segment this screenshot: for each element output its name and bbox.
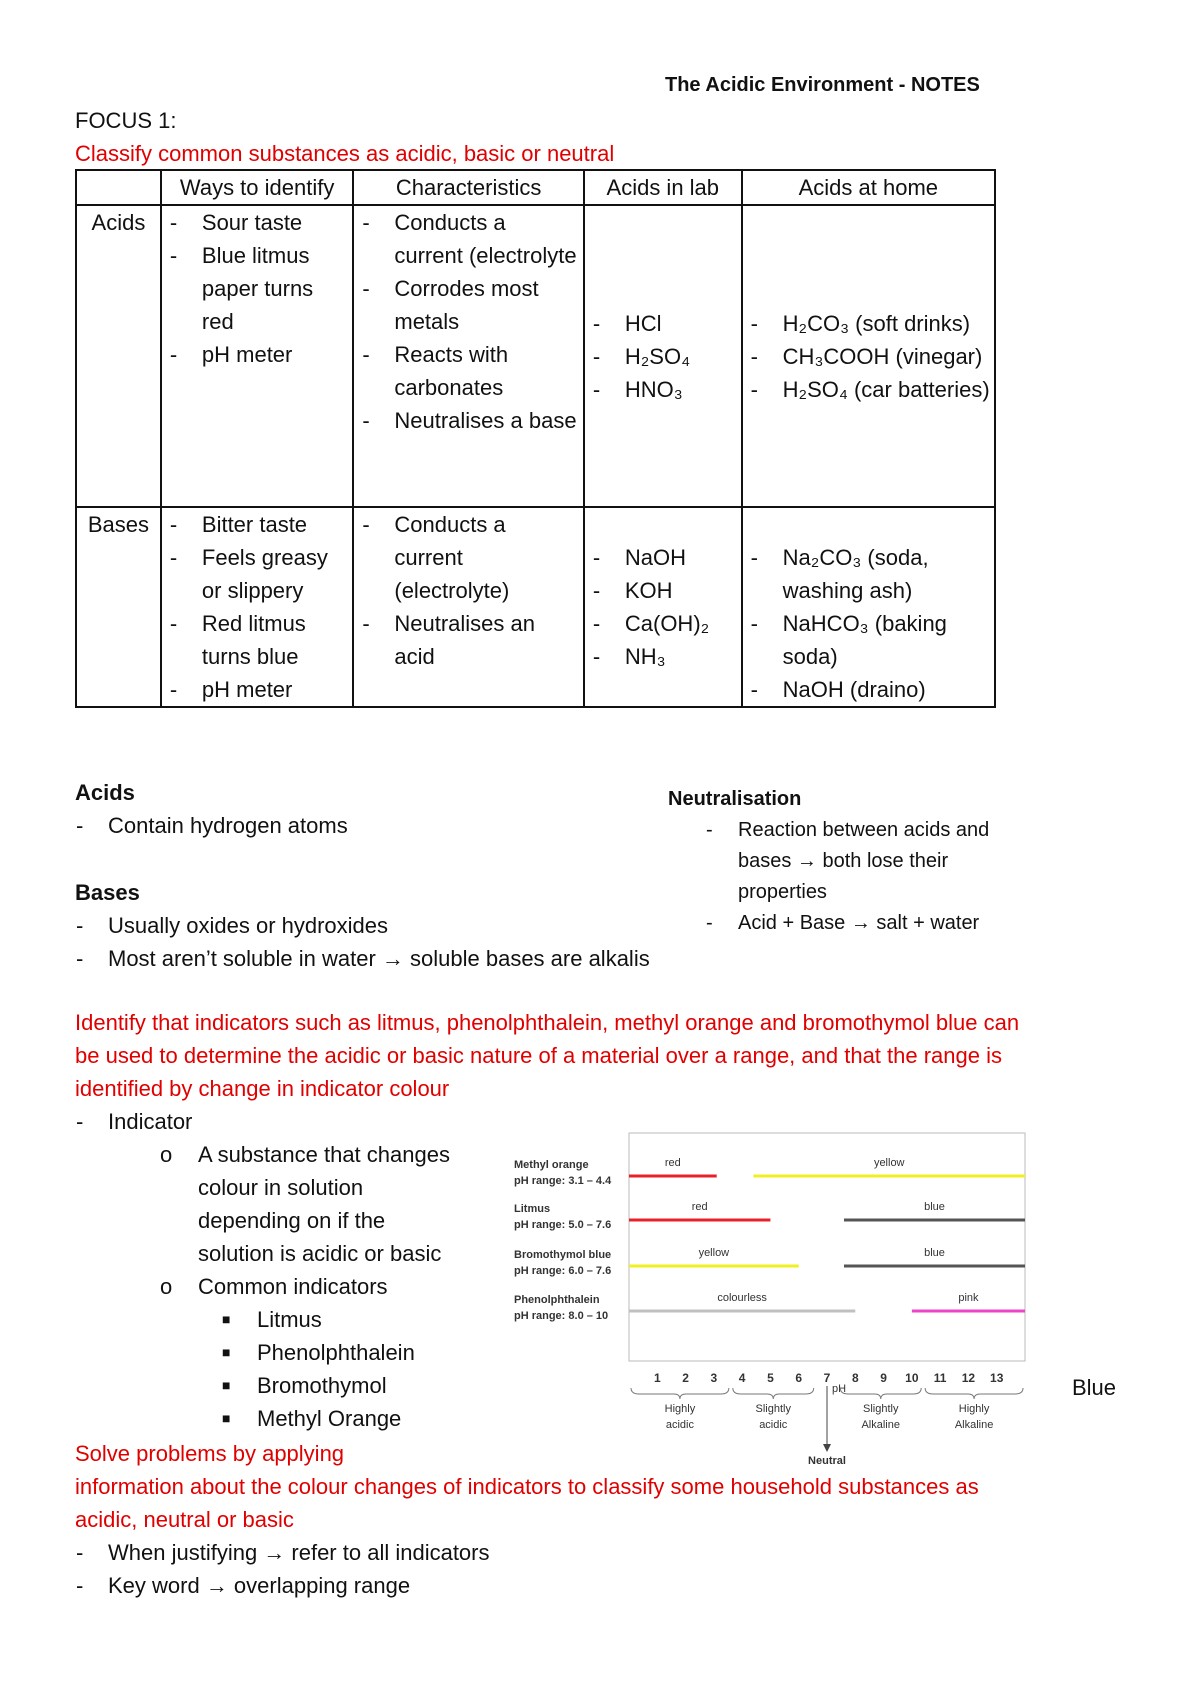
list-item	[222, 1402, 450, 1435]
segment-colour-label: yellow	[698, 1247, 730, 1259]
bases-list	[72, 909, 650, 975]
table-header-cell: Ways to identify	[161, 170, 353, 205]
ph-tick-label: 5	[767, 1371, 774, 1385]
list-item: - Ca(OH)₂	[589, 607, 737, 640]
table-row-acids	[76, 205, 995, 507]
segment-colour-label: colourless	[717, 1292, 767, 1304]
row-label: Acids	[76, 205, 161, 507]
list-item	[222, 1369, 450, 1402]
square-bullet-icon: ■	[222, 1344, 231, 1360]
definition-line: A substance that changes	[198, 1142, 450, 1167]
list-item: - Bitter taste	[166, 508, 348, 541]
list-item	[222, 1336, 450, 1369]
list-item: - Sour taste	[166, 206, 348, 239]
list-item: - pH meter	[166, 338, 348, 371]
list-item: - Most aren’t soluble in water → soluble bases are alkalis	[72, 942, 650, 975]
list-item: - Reaction between acids and bases → both lose their properties	[702, 815, 1032, 908]
list-item: - H₂CO₃ (soft drinks)	[747, 307, 990, 340]
substances-table	[75, 169, 996, 708]
section2-heading-line: identified by change in indicator colour	[75, 1076, 450, 1101]
list-item: - H₂SO₄	[589, 340, 737, 373]
list-item: - Feels greasy or slippery	[166, 541, 348, 607]
chart-indicator-labels	[514, 1159, 612, 1322]
region-label: acidic	[665, 1419, 694, 1431]
row-label: Bases	[76, 507, 161, 707]
section3-heading-line: acidic, neutral or basic	[75, 1507, 294, 1532]
list-item: - Conducts a current (electrolyte	[358, 206, 579, 272]
ph-tick-label: 6	[795, 1371, 803, 1385]
indicator-name-label: Bromothymol blue	[514, 1249, 612, 1261]
region-label: Slightly	[755, 1403, 791, 1415]
section3-heading-line: Solve problems by applying	[75, 1441, 345, 1466]
indicator-range-label: pH range: 6.0 – 7.6	[514, 1265, 612, 1277]
ph-tick-label: 9	[880, 1371, 887, 1385]
indicator-sublist	[160, 1138, 450, 1435]
list-item: - NaOH (draino)	[747, 673, 990, 706]
list-item: - Key word → overlapping range	[72, 1569, 490, 1602]
indicator-list	[72, 1105, 192, 1138]
table-header-row	[76, 170, 995, 205]
list-item: - Neutralises an acid	[358, 607, 579, 673]
list-item: - Usually oxides or hydroxides	[72, 909, 650, 942]
acids-heading: Acids	[75, 780, 135, 805]
region-label: Alkaline	[954, 1419, 994, 1431]
ph-tick-label: 10	[905, 1371, 919, 1385]
indicator-name-label: Litmus	[514, 1203, 551, 1215]
list-item: - HNO₃	[589, 373, 737, 406]
list-item: - Corrodes most metals	[358, 272, 579, 338]
ph-tick-label: 1	[653, 1371, 661, 1385]
document-title: The Acidic Environment - NOTES	[665, 74, 980, 96]
indicator-name-label: Phenolphthalein	[514, 1294, 600, 1306]
indicator-name-label: Methyl orange	[514, 1159, 589, 1171]
square-bullet-icon: ■	[222, 1377, 231, 1393]
bases-heading: Bases	[75, 880, 140, 905]
neutralisation-list	[702, 815, 1032, 939]
ph-tick-label: 2	[682, 1371, 689, 1385]
indicator-name: Methyl Orange	[257, 1406, 402, 1431]
region-label: Slightly	[863, 1403, 899, 1415]
list-item: - Acid + Base → salt + water	[702, 908, 1032, 939]
region-bracket	[631, 1388, 729, 1399]
table-row-bases	[76, 507, 995, 707]
ph-tick-label: 13	[990, 1371, 1004, 1385]
indicator-name: Litmus	[257, 1307, 322, 1332]
common-indicators-list	[160, 1303, 450, 1435]
square-bullet-icon: ■	[222, 1311, 231, 1327]
section2-heading-line: be used to determine the acidic or basic nature of a material over a range, and that the range is	[75, 1043, 1002, 1068]
ph-tick-label: 4	[738, 1371, 746, 1385]
list-item	[222, 1303, 450, 1336]
sub-list-item	[160, 1270, 450, 1303]
circle-bullet-icon: o	[160, 1274, 173, 1299]
segment-colour-label: blue	[924, 1201, 945, 1213]
indicator-range-label: pH range: 5.0 – 7.6	[514, 1219, 612, 1231]
segment-colour-label: blue	[924, 1247, 945, 1259]
common-indicators-label: Common indicators	[198, 1274, 388, 1299]
list-item: - Na₂CO₃ (soda, washing ash)	[747, 541, 990, 607]
table-header-cell	[76, 170, 161, 205]
sub-list-item	[160, 1138, 450, 1270]
list-item: - NaHCO₃ (baking soda)	[747, 607, 990, 673]
section2-heading-line: Identify that indicators such as litmus, phenolphthalein, methyl orange and bromothymol blue can	[75, 1010, 1020, 1035]
table-header-cell: Acids at home	[742, 170, 995, 205]
indicator-range-label: pH range: 8.0 – 10	[514, 1310, 609, 1322]
list-item: - Red litmus turns blue	[166, 607, 348, 673]
list-item: - Blue litmus paper turns red	[166, 239, 348, 338]
list-item: - NH₃	[589, 640, 737, 673]
segment-colour-label: red	[691, 1201, 708, 1213]
list-item: - pH meter	[166, 673, 348, 706]
list-item: - CH₃COOH (vinegar)	[747, 340, 990, 373]
ph-tick-label: 3	[710, 1371, 718, 1385]
list-item: - Indicator	[72, 1105, 192, 1138]
list-item: - Contain hydrogen atoms	[72, 809, 348, 842]
definition-line: colour in solution	[198, 1175, 364, 1200]
region-label: Alkaline	[861, 1419, 901, 1431]
ph-tick-label: 7	[823, 1371, 831, 1385]
segment-colour-label: yellow	[873, 1157, 905, 1169]
chart-plot-frame	[629, 1133, 1025, 1361]
indicator-name: Bromothymol	[257, 1373, 387, 1398]
neutralisation-heading: Neutralisation	[668, 788, 802, 810]
list-item: - HCl	[589, 307, 737, 340]
section3-list	[72, 1536, 490, 1602]
region-bracket	[925, 1388, 1023, 1399]
list-item: - When justifying → refer to all indicators	[72, 1536, 490, 1569]
focus-label: FOCUS 1:	[75, 108, 177, 133]
region-label: Highly	[664, 1403, 696, 1415]
list-item: - NaOH	[589, 541, 737, 574]
neutral-label: Neutral	[808, 1455, 846, 1467]
square-bullet-icon: ■	[222, 1410, 231, 1426]
list-item: - Conducts a current (electrolyte)	[358, 508, 579, 607]
indicator-range-label: pH range: 3.1 – 4.4	[514, 1175, 612, 1187]
indicator-chart	[512, 1128, 1032, 1467]
definition-line: depending on if the	[198, 1208, 386, 1233]
segment-colour-label: pink	[958, 1292, 979, 1304]
region-label: acidic	[759, 1419, 788, 1431]
list-item: - KOH	[589, 574, 737, 607]
list-item: - Reacts with carbonates	[358, 338, 579, 404]
ph-axis-label: pH	[831, 1383, 847, 1395]
circle-bullet-icon: o	[160, 1142, 173, 1167]
table-header-cell: Characteristics	[353, 170, 584, 205]
chart-axis	[631, 1371, 1023, 1467]
region-bracket	[840, 1388, 921, 1399]
list-item: - H₂SO₄ (car batteries)	[747, 373, 990, 406]
ph-tick-label: 11	[933, 1371, 947, 1385]
table-header-cell: Acids in lab	[584, 170, 742, 205]
arrow-head-icon	[823, 1444, 831, 1452]
region-bracket	[733, 1388, 814, 1399]
ph-tick-label: 8	[851, 1371, 859, 1385]
list-item: - Neutralises a base	[358, 404, 579, 437]
indicator-name: Phenolphthalein	[257, 1340, 415, 1365]
ph-tick-label: 12	[961, 1371, 976, 1385]
definition-line: solution is acidic or basic	[198, 1241, 442, 1266]
stray-word: Blue	[1072, 1375, 1117, 1400]
section1-heading: Classify common substances as acidic, basic or neutral	[75, 141, 615, 166]
acids-list	[72, 809, 348, 842]
segment-colour-label: red	[664, 1157, 681, 1169]
section3-heading-line: information about the colour changes of indicators to classify some household substances as	[75, 1474, 979, 1499]
region-label: Highly	[958, 1403, 990, 1415]
